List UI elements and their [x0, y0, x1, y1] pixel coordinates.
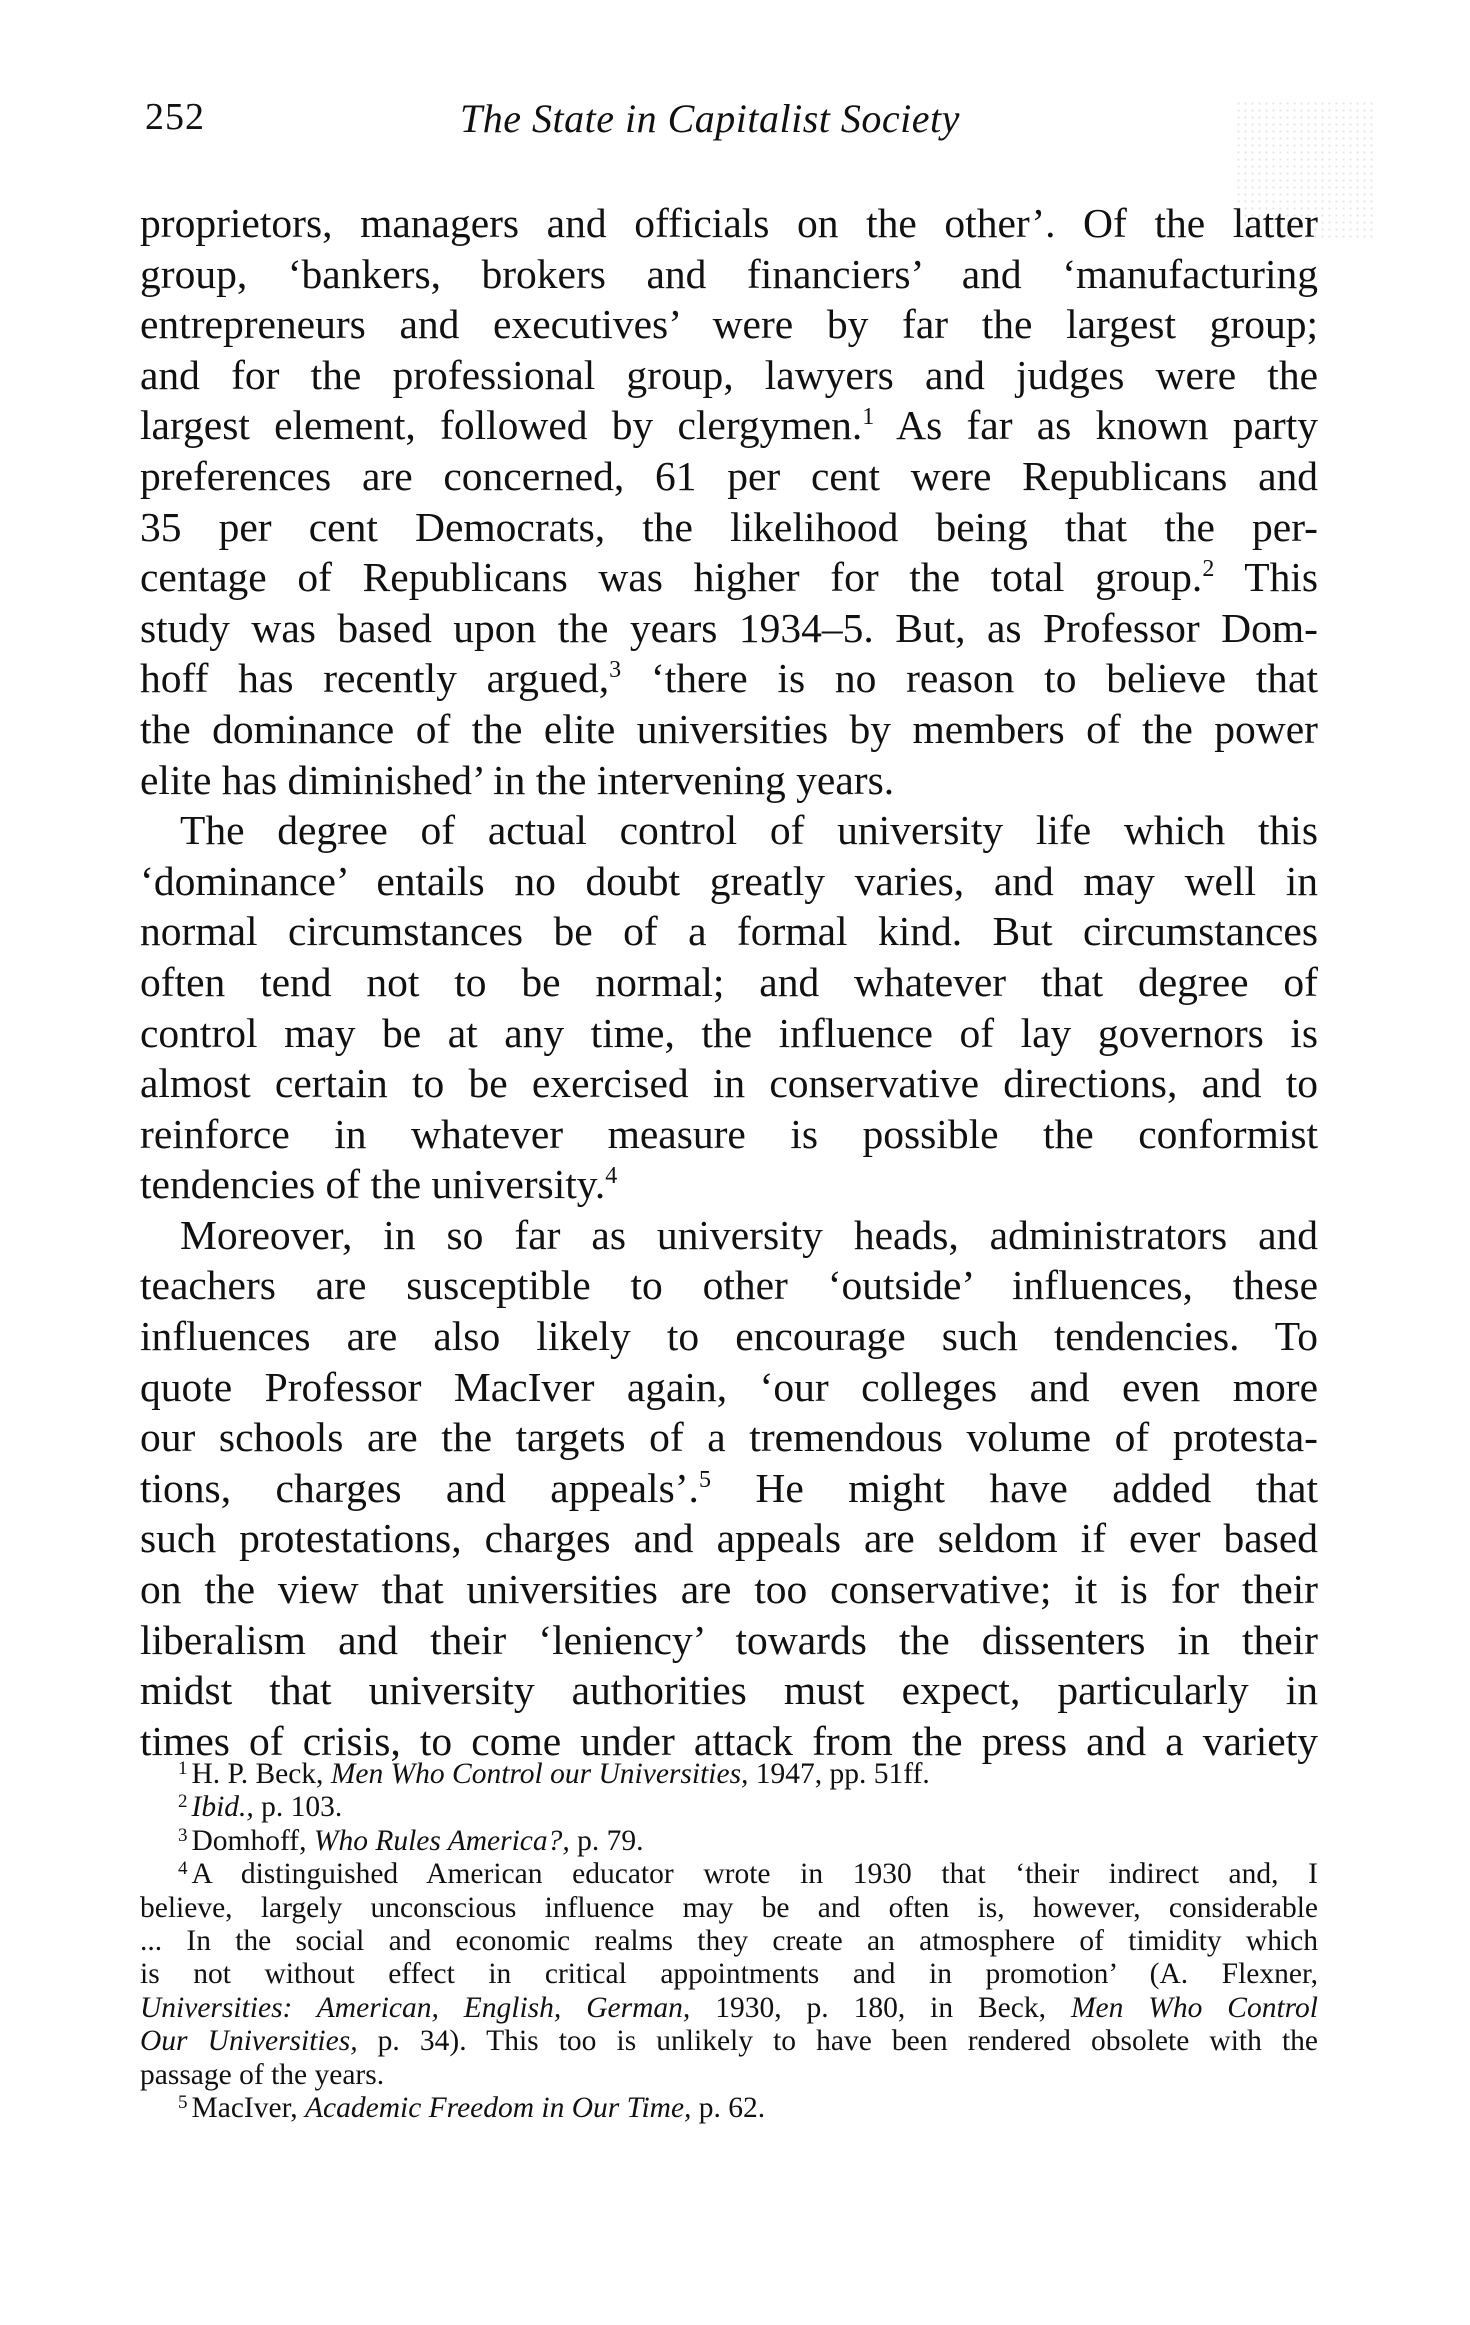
- text-line: times of crisis, to come under attack from the press and a variety: [140, 1717, 1318, 1764]
- text-line: 35 per cent Democrats, the likelihood being that the per-: [140, 503, 1318, 550]
- footnote-text: p. 34). This too is unlikely to have been rendered obsolete with the: [357, 2025, 1318, 2058]
- footnote-text: 1947, pp. 51ff.: [748, 1758, 930, 1790]
- text-line: [140, 1159, 1318, 1210]
- footnote-mark: 3: [178, 1824, 188, 1846]
- footnote-ref: 3: [609, 657, 622, 684]
- footnote-text: MacIver,: [191, 2091, 305, 2124]
- footnote-text: p. 62.: [691, 2091, 766, 2124]
- running-title: The State in Capitalist Society: [460, 96, 960, 141]
- footnote-4-line: passage of the years.: [140, 2058, 385, 2091]
- text-line: influences are also likely to encourage such tendencies. To: [140, 1313, 1318, 1360]
- text-line: The degree of actual control of university life which this: [180, 807, 1318, 854]
- text-segment: This: [1214, 554, 1319, 601]
- footnote-text: H. P. Beck,: [191, 1758, 331, 1790]
- text-line: almost certain to be exercised in conservative directions, and to: [140, 1060, 1318, 1107]
- footnote-4: [140, 1858, 1318, 1891]
- text-line: [140, 552, 1318, 603]
- main-text: [140, 198, 1318, 1766]
- footnote-title: Our Universities,: [140, 2025, 358, 2058]
- footnote-ref: 5: [698, 1466, 711, 1493]
- text-segment: As far as known party: [874, 402, 1318, 449]
- page-header: [145, 95, 1325, 155]
- text-line: often tend not to be normal; and whatever that degree of: [140, 958, 1318, 1005]
- footnote-title: Who Rules America?,: [313, 1824, 570, 1857]
- text-line: reinforce in whatever measure is possible the conformist: [140, 1110, 1318, 1157]
- text-line: preferences are concerned, 61 per cent were Republicans and: [140, 452, 1318, 499]
- footnote-mark: 4: [178, 1858, 188, 1880]
- footnote-ref: 2: [1202, 556, 1215, 583]
- footnote-mark: 1: [178, 1758, 188, 1779]
- text-line: ‘dominance’ entails no doubt greatly varies, and may well in: [140, 857, 1318, 904]
- footnote-text: p. 103.: [253, 1791, 343, 1824]
- text-segment: He might have added that: [710, 1464, 1319, 1511]
- footnote-4-line: believe, largely unconscious influence may be and often is, however, considerable: [140, 1891, 1318, 1924]
- footnote-text: 1930, p. 180, in Beck,: [690, 1991, 1071, 2024]
- text-line: [140, 653, 1318, 704]
- footnote-title: Universities: American, English, German,: [140, 1991, 691, 2024]
- text-line: liberalism and their ‘leniency’ towards the dissenters in their: [140, 1616, 1318, 1663]
- footnote-2: [140, 1791, 1318, 1824]
- footnote-mark: 2: [178, 1791, 188, 1813]
- footnote-text: p. 79.: [569, 1824, 644, 1857]
- text-line: and for the professional group, lawyers and judges were the: [140, 351, 1318, 398]
- footnote-ref: 4: [605, 1163, 618, 1190]
- page-number: 252: [145, 96, 205, 138]
- text-line: Moreover, in so far as university heads, administrators and: [180, 1211, 1318, 1258]
- footnote-4-line: ... In the social and economic realms they create an atmosphere of timidity which: [140, 1924, 1318, 1957]
- text-line: teachers are susceptible to other ‘outside’ influences, these: [140, 1262, 1318, 1309]
- text-segment: ‘there is no reason to believe that: [621, 655, 1319, 702]
- text-line: quote Professor MacIver again, ‘our colleges and even more: [140, 1363, 1318, 1410]
- footnote-text: A distinguished American educator wrote in 1930 that ‘their indirect and, I: [191, 1858, 1318, 1891]
- text-line: the dominance of the elite universities by members of the power: [140, 705, 1318, 752]
- footnote-mark: 5: [178, 2091, 188, 2113]
- text-line: midst that university authorities must expect, particularly in: [140, 1667, 1318, 1714]
- text-line: our schools are the targets of a tremendous volume of protesta-: [140, 1414, 1318, 1461]
- text-segment: tendencies of the university.: [140, 1161, 606, 1208]
- footnote-title: Ibid.,: [191, 1791, 254, 1824]
- text-segment: largest element, followed by clergymen.: [140, 402, 863, 449]
- footnote-4-line: [140, 1992, 1318, 2025]
- text-line: study was based upon the years 1934–5. But, as Professor Dom-: [140, 604, 1318, 651]
- text-line: group, ‘bankers, brokers and financiers’ and ‘manufacturing: [140, 250, 1318, 297]
- footnote-title: Men Who Control our Universities,: [330, 1758, 749, 1790]
- footnote-ref: 1: [862, 404, 875, 431]
- text-line: proprietors, managers and officials on the other’. Of the latter: [140, 200, 1318, 246]
- footnote-title: Academic Freedom in Our Time,: [304, 2091, 692, 2124]
- text-line: control may be at any time, the influence of lay governors is: [140, 1009, 1318, 1056]
- text-line: [140, 1463, 1318, 1514]
- footnote-4-line: is not without effect in critical appointments and in promotion’ (A. Flexner,: [140, 1958, 1318, 1991]
- text-line: on the view that universities are too conservative; it is for their: [140, 1566, 1318, 1613]
- text-line: [140, 400, 1318, 451]
- text-segment: hoff has recently argued,: [140, 655, 610, 702]
- footnote-5: [140, 2092, 1318, 2125]
- text-line: entrepreneurs and executives’ were by far the largest group;: [140, 301, 1318, 348]
- footnote-4-line: [140, 2025, 1318, 2058]
- footnote-title: Men Who Control: [1070, 1991, 1318, 2024]
- text-line: elite has diminished’ in the intervening years.: [140, 756, 895, 803]
- text-segment: centage of Republicans was higher for the total group.: [140, 554, 1203, 601]
- footnotes: [140, 1758, 1318, 2125]
- text-segment: tions, charges and appeals’.: [140, 1464, 699, 1511]
- text-line: such protestations, charges and appeals are seldom if ever based: [140, 1515, 1318, 1562]
- text-line: normal circumstances be of a formal kind. But circumstances: [140, 908, 1318, 955]
- footnote-text: Domhoff,: [191, 1824, 314, 1857]
- footnote-3: [140, 1825, 1318, 1858]
- footnote-1: [140, 1758, 1318, 1791]
